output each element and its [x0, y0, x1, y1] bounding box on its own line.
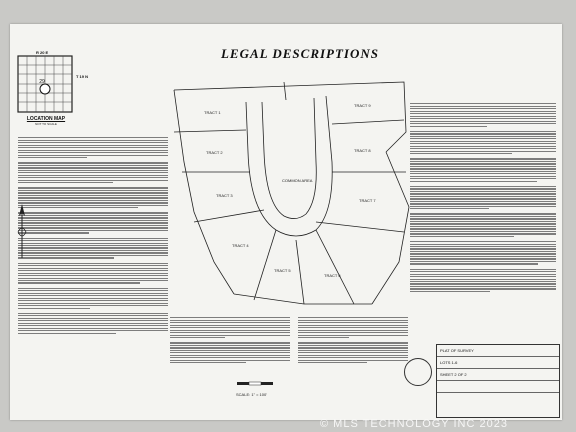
text-line	[298, 345, 408, 346]
text-line	[170, 325, 290, 326]
text-line	[410, 251, 556, 252]
svg-text:TRACT 1: TRACT 1	[204, 110, 221, 115]
svg-text:TRACT 3: TRACT 3	[216, 193, 233, 198]
text-line	[18, 197, 168, 198]
text-line	[18, 278, 168, 279]
text-line	[18, 215, 168, 216]
svg-text:TRACT 2: TRACT 2	[206, 150, 223, 155]
text-line	[18, 265, 168, 266]
legal-description-bottom-right	[298, 316, 408, 367]
text-line	[410, 244, 556, 245]
text-line	[410, 203, 556, 204]
watermark: © MLS TECHNOLOGY INC 2023	[320, 418, 508, 430]
text-line	[410, 173, 556, 174]
text-line	[18, 318, 168, 319]
text-line	[18, 205, 168, 206]
text-line	[410, 133, 556, 134]
text-line	[410, 241, 556, 242]
text-line	[410, 108, 556, 109]
text-line	[18, 245, 168, 246]
legal-description-bottom-left	[170, 316, 290, 367]
text-line	[18, 288, 168, 289]
text-line	[298, 357, 408, 358]
plat-drawing	[154, 72, 412, 322]
text-line	[410, 138, 556, 139]
text-line	[18, 207, 138, 208]
text-line	[410, 226, 556, 227]
text-line	[18, 320, 168, 321]
text-line	[18, 300, 168, 301]
text-line	[18, 182, 113, 183]
text-line	[18, 305, 168, 306]
text-line	[18, 308, 90, 309]
text-line	[18, 257, 114, 258]
text-line	[18, 180, 168, 181]
text-paragraph	[410, 186, 556, 210]
text-line	[18, 275, 168, 276]
location-map-title: LOCATION MAP	[26, 116, 66, 122]
text-line	[410, 163, 556, 164]
text-line	[170, 362, 246, 363]
text-line	[410, 193, 556, 194]
text-line	[298, 332, 408, 333]
text-line	[410, 116, 556, 117]
text-line	[410, 118, 556, 119]
section-marker	[37, 76, 47, 86]
range-label: R 20 E	[36, 50, 49, 55]
text-line	[410, 188, 556, 189]
text-line	[298, 360, 408, 361]
text-line	[18, 162, 168, 163]
svg-text:29: 29	[39, 79, 45, 85]
svg-text:TRACT 7: TRACT 7	[359, 198, 376, 203]
text-paragraph	[298, 342, 408, 363]
text-line	[410, 181, 537, 182]
text-line	[18, 200, 168, 201]
text-line	[18, 325, 168, 326]
text-line	[18, 313, 168, 314]
text-line	[410, 191, 556, 192]
text-line	[18, 263, 168, 264]
text-line	[410, 258, 556, 259]
text-line	[18, 280, 168, 281]
text-line	[410, 253, 556, 254]
text-line	[298, 342, 408, 343]
text-line	[18, 303, 168, 304]
text-line	[170, 345, 290, 346]
text-line	[18, 177, 168, 178]
text-line	[170, 335, 290, 336]
township-label: T 19 N	[76, 74, 89, 79]
text-line	[410, 276, 556, 277]
text-line	[410, 146, 556, 147]
text-paragraph	[18, 162, 168, 183]
text-line	[170, 317, 290, 318]
text-line	[18, 195, 168, 196]
text-line	[18, 238, 168, 239]
text-line	[18, 167, 168, 168]
title-block	[436, 344, 560, 418]
text-line	[18, 293, 168, 294]
north-arrow-icon	[16, 202, 28, 262]
text-line	[410, 196, 556, 197]
text-line	[18, 225, 168, 226]
page-title: LEGAL DESCRIPTIONS	[220, 46, 380, 61]
legal-description-right-column	[410, 102, 556, 296]
text-line	[410, 216, 556, 217]
text-line	[410, 261, 556, 262]
text-line	[170, 332, 290, 333]
text-line	[410, 158, 556, 159]
text-line	[410, 274, 556, 275]
title-block-row: LOTS 1-6	[437, 357, 559, 369]
legal-description-left-column	[18, 136, 168, 338]
text-paragraph	[18, 238, 168, 259]
text-line	[170, 342, 290, 343]
text-line	[410, 291, 490, 292]
text-line	[410, 161, 556, 162]
text-line	[18, 330, 168, 331]
text-line	[298, 317, 408, 318]
title-block-row	[437, 393, 559, 404]
text-line	[410, 231, 556, 232]
text-line	[18, 155, 168, 156]
text-line	[18, 252, 168, 253]
scale-label: SCALE: 1" = 100'	[236, 392, 267, 397]
text-line	[18, 268, 168, 269]
title-block-row	[437, 381, 559, 393]
text-line	[18, 140, 168, 141]
text-line	[410, 236, 514, 237]
text-line	[410, 206, 556, 207]
text-line	[410, 186, 556, 187]
text-line	[18, 212, 168, 213]
svg-text:TRACT 5: TRACT 5	[274, 268, 291, 273]
text-line	[410, 256, 556, 257]
text-line	[410, 166, 556, 167]
text-line	[410, 126, 487, 127]
text-line	[410, 213, 556, 214]
text-line	[298, 347, 408, 348]
surveyor-seal	[404, 358, 432, 386]
text-line	[18, 202, 168, 203]
text-line	[410, 233, 556, 234]
text-line	[18, 192, 168, 193]
text-line	[410, 246, 556, 247]
text-line	[410, 269, 556, 270]
text-line	[18, 227, 168, 228]
text-line	[410, 279, 556, 280]
text-line	[298, 355, 408, 356]
text-line	[410, 151, 556, 152]
text-line	[298, 352, 408, 353]
text-paragraph	[410, 269, 556, 293]
text-paragraph	[410, 131, 556, 155]
text-line	[18, 273, 168, 274]
text-line	[410, 148, 556, 149]
text-line	[410, 221, 556, 222]
text-line	[410, 103, 556, 104]
text-line	[410, 223, 556, 224]
text-line	[410, 286, 556, 287]
text-paragraph	[170, 342, 290, 363]
text-line	[298, 325, 408, 326]
text-line	[18, 290, 168, 291]
text-line	[410, 218, 556, 219]
text-line	[170, 322, 290, 323]
text-line	[18, 240, 168, 241]
text-line	[170, 347, 290, 348]
text-line	[18, 175, 168, 176]
text-line	[18, 323, 168, 324]
text-line	[18, 150, 168, 151]
text-line	[170, 327, 290, 328]
text-paragraph	[410, 241, 556, 265]
text-line	[18, 282, 140, 283]
text-line	[170, 360, 290, 361]
text-line	[170, 337, 225, 338]
plat-sheet	[10, 24, 562, 420]
text-line	[18, 190, 168, 191]
text-line	[410, 106, 556, 107]
text-line	[410, 178, 556, 179]
text-line	[298, 362, 367, 363]
text-line	[18, 247, 168, 248]
text-paragraph	[410, 213, 556, 237]
text-line	[410, 111, 556, 112]
text-line	[410, 168, 556, 169]
text-line	[410, 283, 556, 284]
title-block-row: SHEET 2 OF 2	[437, 369, 559, 381]
text-line	[410, 171, 556, 172]
text-line	[18, 220, 168, 221]
text-paragraph	[18, 313, 168, 334]
svg-text:TRACT 4: TRACT 4	[232, 243, 249, 248]
location-map-subtitle: NOT TO SCALE	[35, 122, 57, 126]
text-line	[170, 320, 290, 321]
text-line	[298, 337, 349, 338]
text-paragraph	[18, 212, 168, 233]
svg-text:COMMON AREA: COMMON AREA	[282, 178, 313, 183]
text-line	[410, 228, 556, 229]
text-line	[410, 201, 556, 202]
text-line	[410, 113, 556, 114]
text-line	[298, 335, 408, 336]
text-line	[18, 230, 168, 231]
text-line	[170, 357, 290, 358]
text-line	[18, 157, 87, 158]
text-paragraph	[18, 137, 168, 158]
svg-text:TRACT 9: TRACT 9	[354, 103, 371, 108]
text-line	[410, 143, 556, 144]
text-line	[18, 333, 116, 334]
text-line	[410, 208, 489, 209]
text-line	[410, 176, 556, 177]
text-line	[298, 327, 408, 328]
text-line	[18, 170, 168, 171]
text-line	[170, 355, 290, 356]
text-line	[410, 141, 556, 142]
text-line	[410, 198, 556, 199]
text-line	[18, 250, 168, 251]
text-line	[410, 123, 556, 124]
text-line	[410, 281, 556, 282]
text-line	[410, 136, 556, 137]
text-paragraph	[298, 317, 408, 338]
text-line	[170, 350, 290, 351]
text-line	[298, 330, 408, 331]
text-line	[410, 271, 556, 272]
text-line	[18, 232, 89, 233]
text-paragraph	[18, 263, 168, 284]
text-line	[18, 187, 168, 188]
text-line	[18, 147, 168, 148]
title-block-row: PLAT OF SURVEY	[437, 345, 559, 357]
text-line	[18, 328, 168, 329]
svg-text:TRACT 6: TRACT 6	[324, 273, 341, 278]
text-paragraph	[410, 158, 556, 182]
text-line	[410, 288, 556, 289]
text-line	[410, 263, 538, 264]
text-line	[18, 152, 168, 153]
text-paragraph	[18, 288, 168, 309]
text-line	[410, 131, 556, 132]
text-line	[410, 121, 556, 122]
text-line	[170, 352, 290, 353]
text-line	[170, 330, 290, 331]
text-paragraph	[410, 103, 556, 127]
text-line	[18, 243, 168, 244]
text-line	[298, 320, 408, 321]
text-line	[18, 298, 168, 299]
text-paragraph	[170, 317, 290, 338]
text-line	[18, 165, 168, 166]
text-line	[18, 172, 168, 173]
text-line	[298, 322, 408, 323]
text-line	[410, 248, 556, 249]
text-line	[18, 217, 168, 218]
text-line	[18, 255, 168, 256]
text-line	[18, 270, 168, 271]
svg-text:TRACT 8: TRACT 8	[354, 148, 371, 153]
text-line	[18, 315, 168, 316]
text-paragraph	[18, 187, 168, 208]
text-line	[18, 295, 168, 296]
text-line	[18, 145, 168, 146]
text-line	[18, 222, 168, 223]
text-line	[298, 350, 408, 351]
text-line	[410, 153, 512, 154]
text-line	[18, 142, 168, 143]
text-line	[18, 137, 168, 138]
